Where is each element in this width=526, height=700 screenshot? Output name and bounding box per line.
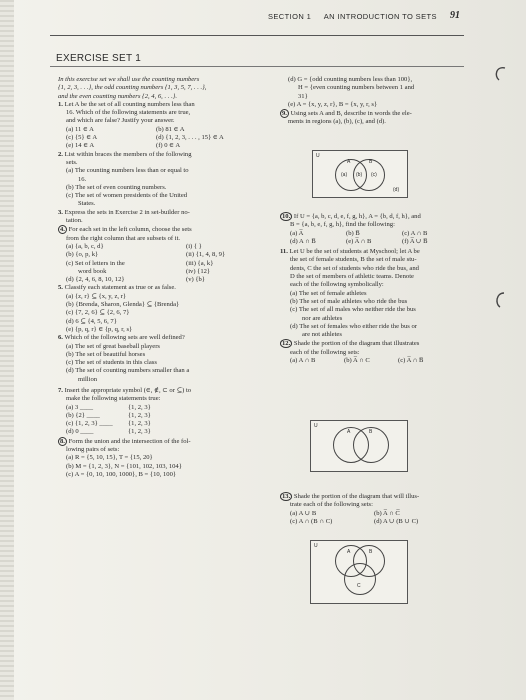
exercise-2: 2. List within braces the members of the following sets. (a) The counting numbers less than or equal to 16. (b) The set of even counting numbers. (c) The set of women presidents of the United States.: [58, 150, 192, 208]
intro-paragraph: In this exercise set we shall use the counting numbers {1, 2, 3, . . .}, the odd counting numbers {1, 3, 5, 7, . . .}, and the even counting numbers {2, 4, 6, . . .}.: [58, 76, 207, 100]
page-number: 91: [450, 10, 460, 21]
header-rule: [50, 35, 464, 36]
exercise-4: 4. For each set in the left column, choose the sets from the right column that are subsets of it. (a) {a, b, c, d} (i) { } (b) {o, p, k} (ii) {1, 4, 8, 9} (c) Set of letters in the (iii) {a, k} word book (iv) {12} (d) {2, 4, 6, 8, 10, 12} (v) {b}: [60, 226, 226, 284]
exercise-5: 5. Classify each statement as true or as false. (a) {z, r} ⊆ {x, y, z, r} (b) {Brenda, Sharon, Glenda} ⊆ {Brenda} (c) {7, 2, 6} ⊆ {2, 6, 7} (d) 6 ⊆ {4, 5, 6, 7} (e) {p, q, r} ∈ {p, q, r, s}: [58, 284, 180, 333]
margin-mark: [490, 290, 510, 315]
exercise-1: 1. Let A be the set of all counting numbers less than 16. Which of the following statements are true, and which are false? Justify your answer. (a) 11 ∈ A (b) 81 ∈ A (c) {5} ∈ A (d) {1, 2, 3, . . . , 15} ∈ A (e) 14 ∈ A (f) 0 ∈ A: [58, 100, 224, 150]
running-header: [268, 12, 437, 21]
right-column-lower: [280, 212, 484, 365]
exercise-10: 10. If U = {a, b, c, d, e, f, g, h}, A = {b, d, f, h}, and B = {a, b, e, f, g, h}, find the following: (a) A̅ (b) B̅ (c) A ∩ B (d) A ∩ B̅ (e) A̅ ∩ B (f) A̅ ∪ B̅: [282, 213, 428, 245]
title-rule: [50, 66, 464, 67]
section-label: SECTION: [268, 12, 305, 21]
left-column: [58, 76, 272, 479]
margin-mark: [490, 64, 510, 89]
exercise-13: 13. Shade the portion of the diagram that will illus- trate each of the following sets: (a) A ∪ B (b) A̅ ∩ C̅ (c) A ∩ (B ∩ C) (d) A ∪ (B ∪ C): [282, 493, 420, 525]
section-number: 1: [306, 12, 312, 21]
right-column: [280, 76, 480, 127]
venn-diagram-13: U A B C: [310, 540, 408, 604]
exercise-title: EXERCISE SET 1: [56, 53, 142, 64]
venn-diagram-9: U A B (a) (b) (c) (d): [312, 150, 408, 198]
exercise-9: 9. Using sets A and B, describe in words the ele- ments in regions (a), (b), (c), and (d).: [282, 110, 412, 126]
exercise-8: 8. Form the union and the intersection of the fol- lowing pairs of sets: (a) R = {5, 10, 15}, T = {15, 20} (b) M = {1, 2, 3}, N = {101, 102, 103, 104} (c) A = {0, 10, 100, 1000}, B = {10, 100}: [60, 437, 191, 478]
section-title: AN INTRODUCTION TO SETS: [323, 12, 437, 21]
exercise-6: 6. Which of the following sets are well defined? (a) The set of great baseball players (b) The set of beautiful horses (c) The set of students in this class (d) The set of counting numbers smaller than a million: [58, 334, 190, 383]
binding-edge: [0, 0, 14, 700]
exercise-12: 12. Shade the portion of the diagram that illustrates each of the following sets: (a) A ∩ B (b) A̅ ∩ C (c) A̅ ∩ B̅: [282, 340, 424, 365]
exercise-7: 7. Insert the appropriate symbol (∈, ∉, ⊂ or ⊆) to make the following statements true: (a) 3 ____ {1, 2, 3} (b) {2} ____ {1, 2, 3} (c) {1, 2, 3} ____ {1, 2, 3} (d) 0 ____ {1, 2, 3}: [58, 386, 192, 436]
venn-circle-c: [344, 563, 376, 595]
exercise-11: 11. Let U be the set of students at Myschool; let A be the set of female students, B the set of male stu- dents, C the set of students who ride the bus, and D the set of members of athletic teams. Denote each of the following symbolically: (a) The set of female athletes (b) The set of male athletes who ride the bus (c) The set of all males who neither ride the bus nor are athletes (d) The set of females who either ride the bus or are not athletes: [280, 248, 420, 339]
exercise-2-continued: (d) G = {odd counting numbers less than 100}, H = {even counting numbers between 1 and 31} (e) A = {x, y, z, r}, B = {x, y, r, s}: [288, 76, 415, 108]
venn-diagram-12: U A B: [310, 420, 408, 472]
exercise-3: 3. Express the sets in Exercise 2 in set-builder no- tation.: [58, 208, 190, 225]
